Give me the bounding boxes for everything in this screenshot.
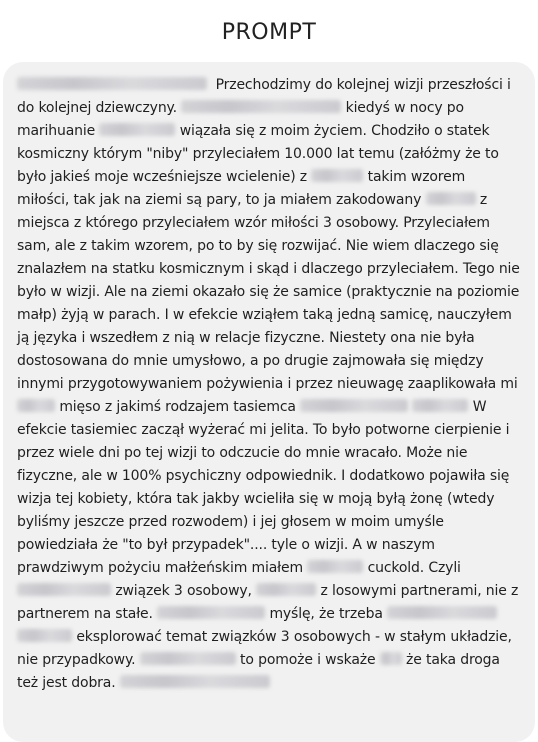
- prompt-text-segment: że taka droga też jest dobra.: [17, 652, 500, 691]
- prompt-text-segment: cuckold. Czyli: [367, 560, 461, 576]
- prompt-message-bubble: [3, 62, 535, 742]
- page-title: PROMPT: [221, 20, 317, 45]
- prompt-text: [17, 74, 521, 695]
- prompt-text-segment: Przechodzimy do kolejnej wizji przeszłości i do kolejnej dziewczyny.: [17, 77, 511, 116]
- prompt-text-segment: mięso z jakimś rodzajem tasiemca: [59, 399, 296, 415]
- redacted-text: [140, 652, 236, 665]
- redacted-text: [300, 399, 408, 412]
- redacted-text: [17, 583, 111, 596]
- redacted-text: [181, 100, 341, 113]
- prompt-text-segment: wiązała się z moim życiem. Chodziło o statek kosmiczny którym "niby" przyleciałem 10.000 lat temu (załóżmy że to było jakieś moje wcześniejsze wcielenie) z: [17, 123, 499, 185]
- redacted-text: [380, 652, 402, 665]
- redacted-text: [17, 629, 72, 642]
- redacted-text: [17, 77, 207, 90]
- prompt-text-segment: eksplorować temat związków 3 osobowych - w stałym układzie, nie przypadkowy.: [17, 629, 512, 668]
- prompt-text-segment: takim wzorem miłości, tak jak na ziemi są pary, to ja miałem zakodowany: [17, 169, 466, 208]
- prompt-text-segment: związek 3 osobowy,: [115, 583, 252, 599]
- prompt-text-segment: to pomoże i wskaże: [240, 652, 376, 668]
- prompt-text-segment: W efekcie tasiemiec zaczął wyżerać mi jelita. To było potworne cierpienie i przez wiele dni po tej wizji to odczucie do mnie wracało. Może nie fizyczne, ale w 100% psychiczny odpowiednik. I dodatkowo pojawiła się wizja tej kobiety, która tak jakby wcieliła się w moją byłą żonę (wtedy byliśmy jeszcze przed rozwodem) i jej głosem w moim umyśle powiedziała że "to był przypadek".... tyle o wizji. A w naszym prawdziwym pożyciu małżeńskim miałem: [17, 399, 510, 576]
- redacted-text: [256, 583, 316, 596]
- redacted-text: [307, 560, 363, 573]
- redacted-text: [311, 169, 363, 182]
- prompt-text-segment: z losowymi partnerami, nie z partnerem na stałe.: [17, 583, 519, 622]
- redacted-text: [412, 399, 468, 412]
- prompt-text-segment: z miejsca z którego przyleciałem wzór miłości 3 osobowy. Przyleciałem sam, ale z takim wzorem, po to by się rozwijać. Nie wiem dlaczego się znalazłem na statku kosmicznym i skąd i dlaczego przyleciałem. Tego nie było w wizji. Ale na ziemi okazało się że samice (praktycznie na poziomie małp) żyją w parach. I w efekcie wziąłem taką jedną samicę, nauczyłem ją języka i wszedłem z nią w relacje fizyczne. Niestety ona nie była dostosowana do mnie umysłowo, a po drugie zajmowała się między innymi przygotowywaniem pożywienia i przez nieuwagę zaaplikowała mi: [17, 192, 520, 392]
- redacted-text: [17, 399, 55, 412]
- redacted-text: [120, 675, 270, 688]
- redacted-text: [157, 606, 265, 619]
- prompt-text-segment: myślę, że trzeba: [269, 606, 383, 622]
- redacted-text: [426, 192, 476, 205]
- redacted-text: [387, 606, 497, 619]
- redacted-text: [99, 123, 175, 136]
- prompt-text-segment: kiedyś w nocy po marihuanie: [17, 100, 464, 139]
